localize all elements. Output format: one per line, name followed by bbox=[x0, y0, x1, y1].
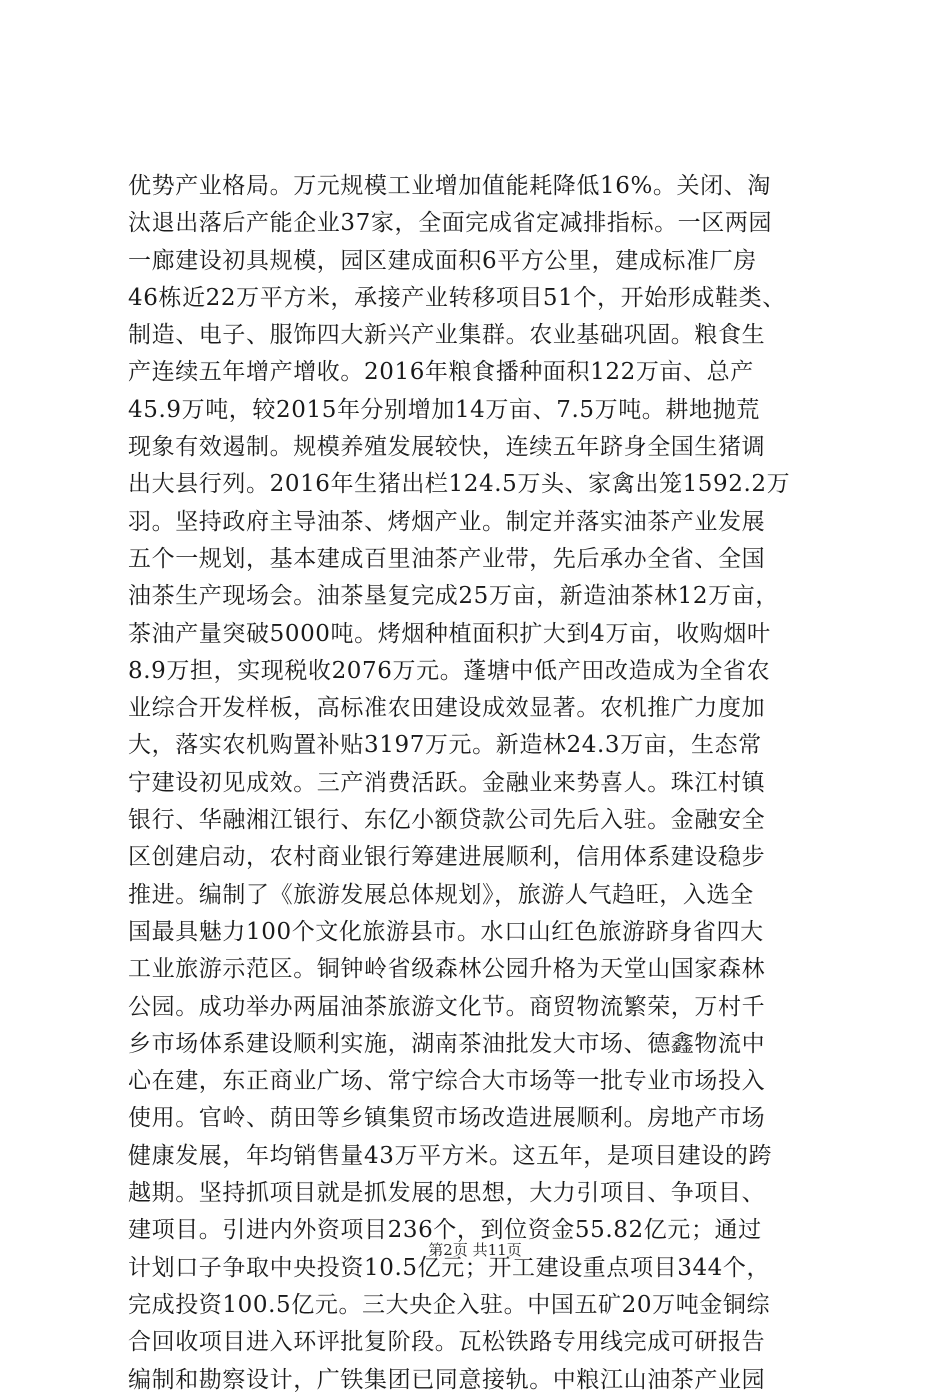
text-line: 银行、华融湘江银行、东亿小额贷款公司先后入驻。金融安全 bbox=[128, 807, 766, 834]
body-text bbox=[128, 168, 828, 1399]
page-footer: 第2页 共11页 bbox=[428, 1241, 522, 1259]
text-line: 茶油产量突破5000吨。烤烟种植面积扩大到4万亩，收购烟叶 bbox=[128, 620, 771, 647]
text-line: 合回收项目进入环评批复阶段。瓦松铁路专用线完成可研报告 bbox=[128, 1329, 766, 1356]
text-line: 一廊建设初具规模，园区建成面积6平方公里，建成标准厂房 bbox=[128, 247, 757, 274]
text-line: 计划口子争取中央投资10.5亿元；开工建设重点项目344个， bbox=[128, 1254, 771, 1281]
text-line: 优势产业格局。万元规模工业增加值能耗降低16%。关闭、淘 bbox=[128, 173, 771, 199]
text-line: 完成投资100.5亿元。三大央企入驻。中国五矿20万吨金铜综 bbox=[128, 1291, 771, 1318]
text-line: 现象有效遏制。规模养殖发展较快，连续五年跻身全国生猪调 bbox=[128, 434, 766, 461]
text-line: 出大县行列。2016年生猪出栏124.5万头、家禽出笼1592.2万 bbox=[128, 471, 791, 498]
text-line: 45.9万吨，较2015年分别增加14万亩、7.5万吨。耕地抛荒 bbox=[128, 396, 760, 423]
text-line: 46栋近22万平方米，承接产业转移项目51个，开始形成鞋类、 bbox=[128, 284, 786, 311]
text-line: 8.9万担，实现税收2076万元。蓬塘中低产田改造成为全省农 bbox=[128, 657, 771, 684]
text-line: 推进。编制了《旅游发展总体规划》，旅游人气趋旺，入选全 bbox=[128, 881, 754, 908]
text-line: 乡市场体系建设顺利实施，湖南茶油批发大市场、德鑫物流中 bbox=[128, 1030, 766, 1057]
text-line: 越期。坚持抓项目就是抓发展的思想，大力引项目、争项目、 bbox=[128, 1180, 766, 1207]
text-line: 建项目。引进内外资项目236个，到位资金55.82亿元；通过 bbox=[128, 1217, 762, 1244]
text-line: 产连续五年增产增收。2016年粮食播种面积122万亩、总产 bbox=[128, 359, 754, 386]
text-line: 工业旅游示范区。铜钟岭省级森林公园升格为天堂山国家森林 bbox=[128, 956, 766, 983]
text-line: 制造、电子、服饰四大新兴产业集群。农业基础巩固。粮食生 bbox=[128, 322, 766, 349]
text-line: 大，落实农机购置补贴3197万元。新造林24.3万亩，生态常 bbox=[128, 732, 762, 759]
text-line: 业综合开发样板，高标准农田建设成效显著。农机推广力度加 bbox=[128, 695, 766, 722]
text-line: 编制和勘察设计，广铁集团已同意接轨。中粮江山油茶产业园 bbox=[128, 1366, 766, 1393]
text-line: 汰退出落后产能企业37家，全面完成省定减排指标。一区两园 bbox=[128, 210, 773, 237]
text-line: 公园。成功举办两届油茶旅游文化节。商贸物流繁荣，万村千 bbox=[128, 993, 766, 1020]
text-line: 健康发展，年均销售量43万平方米。这五年，是项目建设的跨 bbox=[128, 1142, 773, 1169]
text-line: 区创建启动，农村商业银行筹建进展顺利，信用体系建设稳步 bbox=[128, 844, 766, 871]
text-line: 宁建设初见成效。三产消费活跃。金融业来势喜人。珠江村镇 bbox=[128, 769, 766, 796]
text-line: 使用。官岭、荫田等乡镇集贸市场改造进展顺利。房地产市场 bbox=[128, 1105, 766, 1132]
text-line: 羽。坚持政府主导油茶、烤烟产业。制定并落实油茶产业发展 bbox=[128, 508, 766, 535]
text-line: 心在建，东正商业广场、常宁综合大市场等一批专业市场投入 bbox=[128, 1068, 766, 1095]
text-line: 国最具魅力100个文化旅游县市。水口山红色旅游跻身省四大 bbox=[128, 918, 764, 945]
text-line: 油茶生产现场会。油茶垦复完成25万亩，新造油茶林12万亩， bbox=[128, 583, 779, 610]
text-line: 五个一规划，基本建成百里油茶产业带，先后承办全省、全国 bbox=[128, 545, 766, 572]
